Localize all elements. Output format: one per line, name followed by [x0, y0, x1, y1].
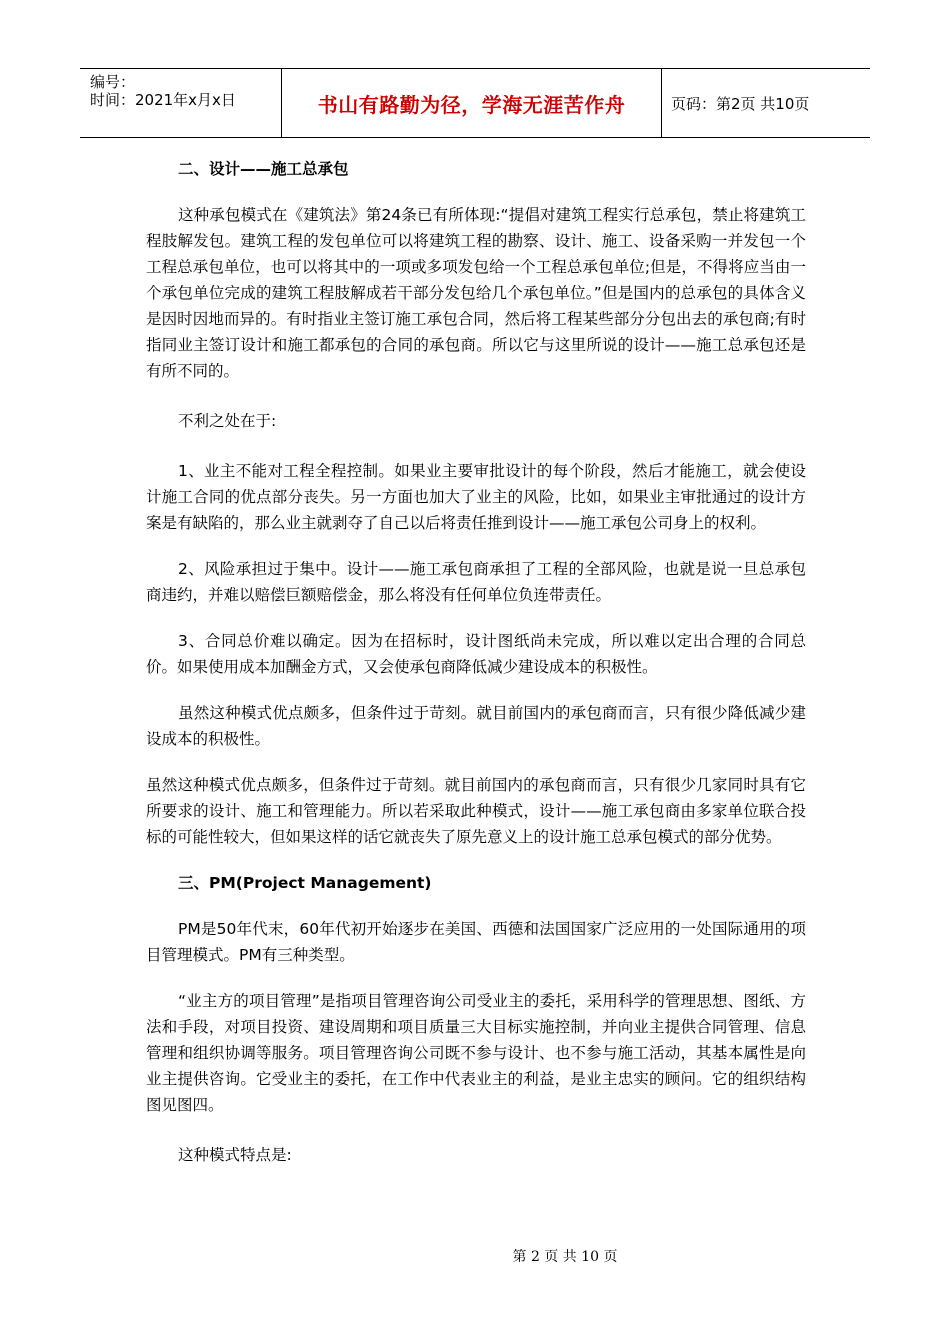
paragraph: 不利之处在于: [178, 412, 277, 430]
paragraph: 这种承包模式在《建筑法》第24条已有所体现:“提倡对建筑工程实行总承包，禁止将建筑工程肢解发包。建筑工程的发包单位可以将建筑工程的勘察、设计、施工、设备采购一并发包一个工程总承包单位，也可以将其中的一项或多项发包给一个工程总承包单位;但是，不得将应当由一个承包单位完成的建筑工程肢解成若干部分发包给几个承包单位。”但是国内的总承包的具体含义是因时因地而异的。有时指业主签订施工承包合同，然后将工程某些部分分包出去的承包商;有时指同业主签订设计和施工都承包的合同的承包商。所以它与这里所说的设计——施工总承包还是有所不同的。 [146, 206, 806, 380]
paragraph: 这种模式特点是: [178, 1146, 292, 1164]
paragraph: 2、风险承担过于集中。设计——施工承包商承担了工程的全部风险，也就是说一旦总承包商违约，并难以赔偿巨额赔偿金，那么将没有任何单位负连带责任。 [146, 560, 806, 604]
page-footer: 第 2 页 共 10 页 [512, 1249, 618, 1265]
header-motto-cell [282, 69, 662, 137]
paragraph: 3、合同总价难以确定。因为在招标时，设计图纸尚未完成，所以难以定出合理的合同总价。如果使用成本加酬金方式，又会使承包商降低减少建设成本的积极性。 [146, 632, 806, 676]
time-label: 时间：2021年x月x日 [90, 91, 236, 109]
paragraph: PM是50年代末，60年代初开始逐步在美国、西德和法国国家广泛应用的一处国际通用的项目管理模式。PM有三种类型。 [146, 920, 806, 964]
document-body [146, 150, 806, 1168]
paragraph: “业主方的项目管理”是指项目管理咨询公司受业主的委托，采用科学的管理思想、图纸、方法和手段，对项目投资、建设周期和项目质量三大目标实施控制，并向业主提供合同管理、信息管理和组织协调等服务。项目管理咨询公司既不参与设计、也不参与施工活动，其基本属性是向业主提供咨询。它受业主的委托，在工作中代表业主的利益，是业主忠实的顾问。它的组织结构图见图四。 [146, 992, 806, 1114]
motto-text: 书山有路勤为径，学海无涯苦作舟 [317, 92, 626, 117]
page-header [80, 68, 870, 138]
number-label: 编号： [90, 73, 136, 91]
paragraph: 虽然这种模式优点颇多，但条件过于苛刻。就目前国内的承包商而言，只有很少降低减少建设成本的积极性。 [146, 704, 806, 748]
header-page-info: 页码：第2页 共10页 [671, 94, 810, 113]
section-heading-3: 三、PM(Project Management) [178, 874, 432, 892]
paragraph: 虽然这种模式优点颇多，但条件过于苛刻。就目前国内的承包商而言，只有很少几家同时具有它所要求的设计、施工和管理能力。所以若采取此种模式，设计——施工承包商由多家单位联合投标的可能性较大，但如果这样的话它就丧失了原先意义上的设计施工总承包模式的部分优势。 [146, 776, 806, 846]
header-meta [80, 69, 282, 137]
paragraph: 1、业主不能对工程全程控制。如果业主要审批设计的每个阶段，然后才能施工，就会使设计施工合同的优点部分丧失。另一方面也加大了业主的风险，比如，如果业主审批通过的设计方案是有缺陷的，那么业主就剥夺了自己以后将责任推到设计——施工承包公司身上的权利。 [146, 462, 806, 532]
section-heading-2: 二、设计——施工总承包 [178, 160, 349, 178]
